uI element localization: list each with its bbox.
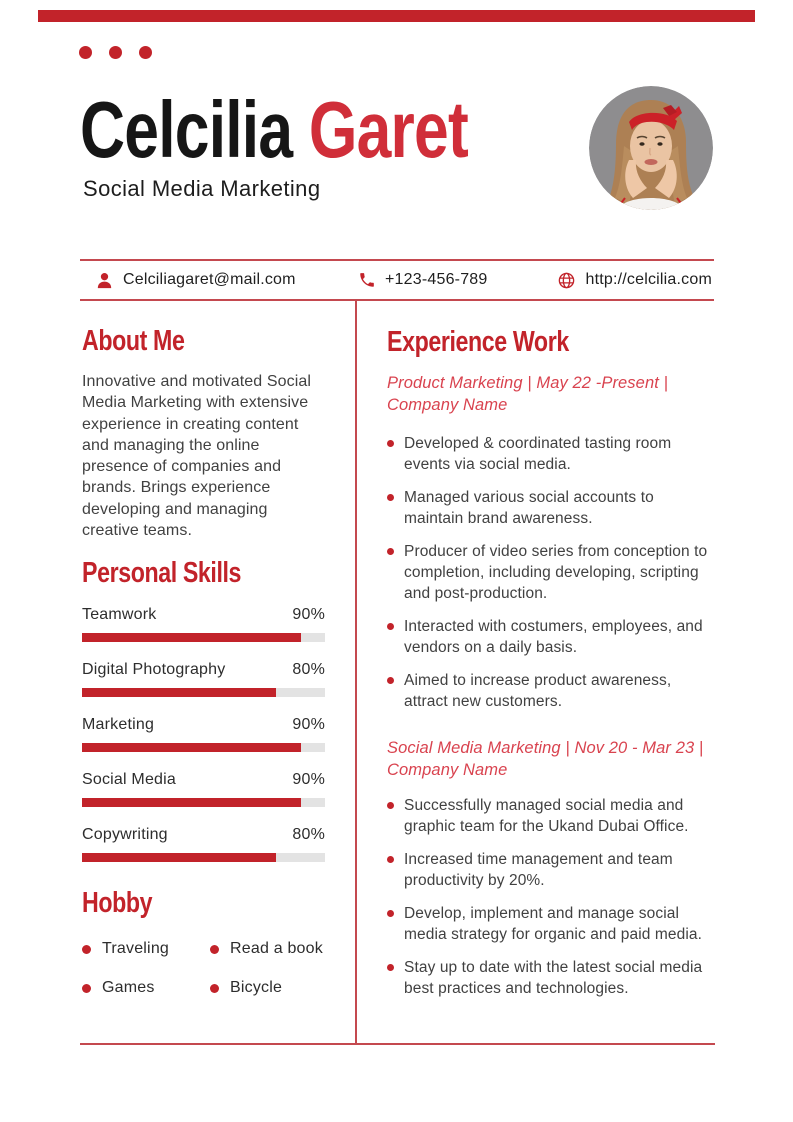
bullet-text: Developed & coordinated tasting room events via social media.: [404, 435, 672, 473]
job-bullet: [387, 903, 717, 945]
bullet-text: Increased time management and team productivity by 20%.: [404, 851, 673, 889]
job-bullet-list: [387, 795, 717, 999]
bullet-text: Develop, implement and manage social media strategy for organic and paid media.: [404, 905, 703, 943]
right-column: [387, 327, 717, 1011]
hobby-section: [82, 888, 325, 997]
hobby-label: Traveling: [102, 940, 170, 958]
about-text: Innovative and motivated Social Media Marketing with extensive experience in creating content and managing the online presence of companies and brands. Brings experience developing and managing creative teams.: [82, 373, 312, 540]
contact-website: [557, 261, 712, 299]
hobby-heading: Hobby: [82, 887, 153, 920]
hobby-label: Bicycle: [230, 979, 283, 997]
bullet-text: Producer of video series from conception to completion, including developing, scripting and post-production.: [404, 543, 708, 602]
bullet-dot-icon: [82, 945, 91, 954]
job-title: Product Marketing | May 22 -Present | Company Name: [387, 374, 668, 414]
bullet-text: Interacted with costumers, employees, and vendors on a daily basis.: [404, 618, 703, 656]
skill-row: [82, 606, 325, 642]
three-red-dots-decoration: [79, 46, 152, 59]
person-name: [80, 85, 468, 174]
red-dot-icon: [79, 46, 92, 59]
skill-percent: 90%: [292, 606, 325, 624]
skill-bar-track: [82, 743, 325, 752]
bullet-text: Managed various social accounts to maintain brand awareness.: [404, 489, 654, 527]
bullet-dot-icon: [387, 548, 394, 555]
hobby-item: [82, 979, 210, 997]
skill-bar-fill: [82, 798, 301, 807]
contact-email: [95, 261, 296, 299]
about-heading: About Me: [82, 325, 185, 357]
skill-percent: 80%: [292, 826, 325, 844]
email-text: Celciliagaret@mail.com: [123, 271, 296, 288]
skill-bar-fill: [82, 853, 276, 862]
bullet-text: Successfully managed social media and graphic team for the Ukand Dubai Office.: [404, 797, 689, 835]
bullet-dot-icon: [387, 802, 394, 809]
skill-label: Marketing: [82, 716, 155, 734]
skill-bar-track: [82, 798, 325, 807]
job-bullet: [387, 616, 717, 658]
red-dot-icon: [139, 46, 152, 59]
bullet-dot-icon: [387, 494, 394, 501]
skill-label: Teamwork: [82, 606, 157, 624]
job-bullet: [387, 957, 717, 999]
bottom-red-line: [80, 1043, 715, 1045]
bullet-dot-icon: [387, 910, 394, 917]
job-bullet: [387, 795, 717, 837]
bullet-dot-icon: [387, 856, 394, 863]
person-icon: [95, 271, 114, 290]
skills-heading: Personal Skills: [82, 557, 242, 590]
skill-label: Social Media: [82, 771, 177, 789]
hobby-label: Read a book: [230, 940, 323, 958]
bullet-dot-icon: [387, 964, 394, 971]
skill-percent: 90%: [292, 771, 325, 789]
bullet-dot-icon: [82, 984, 91, 993]
hobby-list: [82, 940, 325, 997]
bullet-dot-icon: [387, 677, 394, 684]
phone-icon: [358, 271, 376, 289]
first-name: Celcilia: [80, 85, 293, 174]
skill-row: [82, 826, 325, 862]
skill-label: Copywriting: [82, 826, 168, 844]
bullet-text: Stay up to date with the latest social media best practices and technologies.: [404, 959, 703, 997]
job-bullet: [387, 670, 717, 712]
website-text: http://celcilia.com: [585, 271, 712, 288]
bullet-dot-icon: [210, 945, 219, 954]
bullet-text: Aimed to increase product awareness, attract new customers.: [404, 672, 672, 710]
hobby-item: [210, 979, 325, 997]
job-bullet: [387, 541, 717, 604]
skill-bar-fill: [82, 688, 276, 697]
skill-label: Digital Photography: [82, 661, 226, 679]
bullet-dot-icon: [387, 623, 394, 630]
skill-bar-track: [82, 633, 325, 642]
bullet-dot-icon: [387, 440, 394, 447]
skill-row: [82, 716, 325, 752]
skill-percent: 90%: [292, 716, 325, 734]
last-name: Garet: [308, 85, 468, 174]
job-bullet: [387, 849, 717, 891]
phone-text: +123-456-789: [385, 271, 488, 288]
job-title: Social Media Marketing | Nov 20 - Mar 23 | Company Name: [387, 739, 704, 779]
experience-heading: Experience Work: [387, 326, 569, 358]
hobby-item: [210, 940, 325, 958]
contact-phone: [358, 261, 488, 299]
skill-bar-fill: [82, 743, 301, 752]
column-divider-line: [355, 301, 357, 1043]
skill-row: [82, 661, 325, 697]
skill-bar-track: [82, 853, 325, 862]
job-subtitle: Social Media Marketing: [83, 176, 321, 201]
portrait-illustration: [589, 86, 713, 210]
skill-bar-fill: [82, 633, 301, 642]
contact-bar: [80, 259, 714, 301]
skill-row: [82, 771, 325, 807]
job-entry: [387, 372, 717, 712]
hobby-item: [82, 940, 210, 958]
skill-percent: 80%: [292, 661, 325, 679]
profile-photo: [589, 86, 713, 210]
hobby-label: Games: [102, 979, 155, 997]
job-bullet: [387, 487, 717, 529]
bullet-dot-icon: [210, 984, 219, 993]
job-bullet: [387, 433, 717, 475]
job-entry: [387, 737, 717, 999]
top-red-bar: [38, 10, 755, 22]
globe-icon: [557, 271, 576, 290]
skill-bar-track: [82, 688, 325, 697]
left-column: [82, 326, 325, 997]
skills-section: [82, 558, 325, 862]
job-bullet-list: [387, 433, 717, 712]
red-dot-icon: [109, 46, 122, 59]
